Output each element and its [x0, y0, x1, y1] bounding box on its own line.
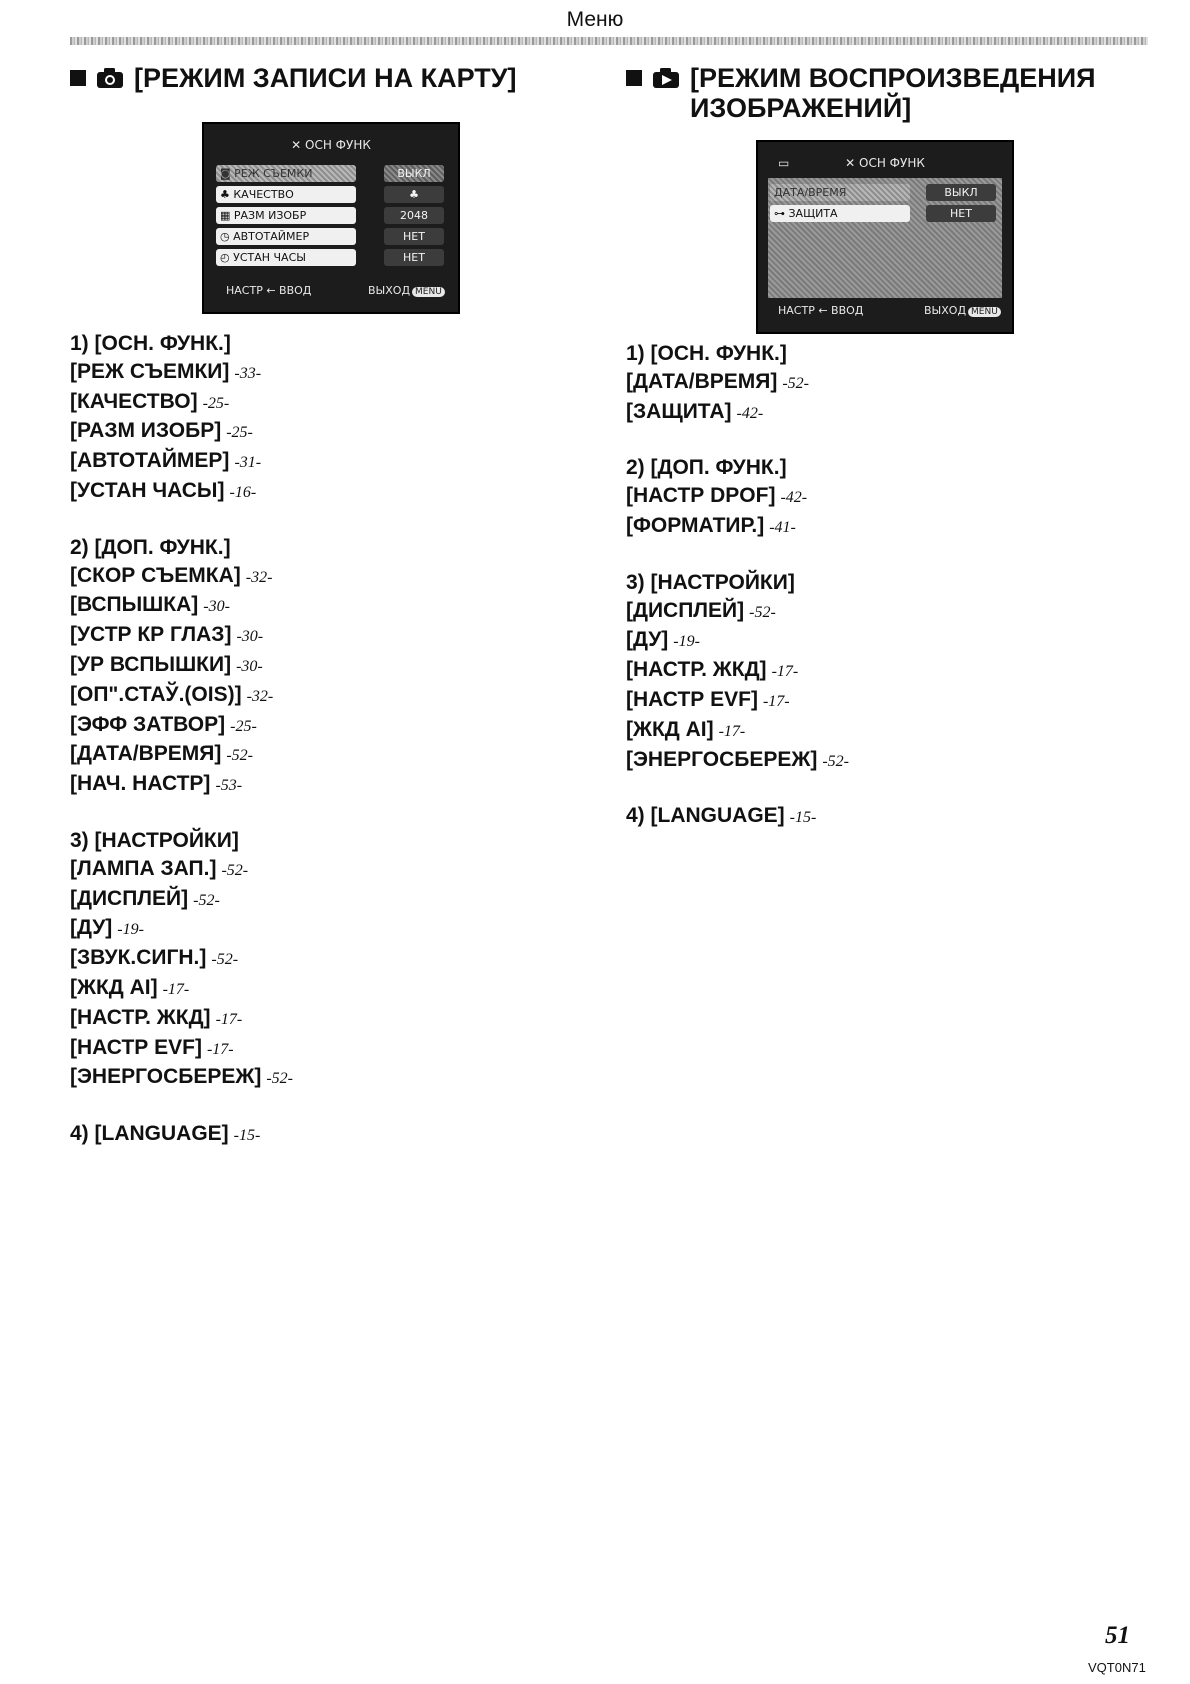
screen-title-text: ОСН ФУНК [859, 156, 925, 170]
wrench-icon: ✕ [291, 138, 302, 152]
page-ref: -19- [673, 633, 700, 651]
right-menu-list [626, 340, 849, 859]
menu-item: [ВСПЫШКА] -30- [70, 593, 230, 617]
menu-item: [ДИСПЛЕЙ] -52- [70, 886, 220, 910]
menu-item: [НАСТР EVF] -17- [70, 1035, 234, 1059]
menu-item: [НАЧ. НАСТР] -53- [70, 772, 243, 796]
page-ref: -52- [822, 752, 849, 770]
page-ref: -19- [117, 921, 144, 939]
self-timer-icon: ◷ [220, 230, 234, 243]
menu-item: [ЭНЕРГОСБЕРЕЖ] -52- [626, 747, 849, 771]
left-section-heading-text: [РЕЖИМ ЗАПИСИ НА КАРТУ] [134, 63, 517, 93]
menu-group-title: 4) [LANGUAGE] -15- [626, 804, 817, 828]
screen-footer-left: НАСТР ← ВВОД [226, 284, 312, 297]
screen-row [216, 165, 446, 182]
menu-item: [СКОР СЪЕМКА] -32- [70, 563, 273, 587]
menu-group-title: 3) [НАСТРОЙКИ] [70, 828, 239, 852]
page-ref: -17- [215, 1010, 243, 1028]
screen-row [216, 207, 446, 224]
page-ref: -17- [162, 980, 190, 998]
menu-item: [НАСТР. ЖКД] -17- [626, 658, 799, 682]
menu-item: [КАЧЕСТВО] -25- [70, 389, 230, 413]
playback-menu-screen [756, 140, 1014, 334]
right-section-heading [626, 63, 1096, 123]
menu-item: [ДАТА/ВРЕМЯ] -52- [626, 369, 809, 393]
page-ref: -17- [771, 663, 799, 681]
menu-group [626, 802, 849, 832]
screen-footer-left: НАСТР ← ВВОД [778, 304, 864, 317]
menu-item: [АВТОТАЙМЕР] -31- [70, 449, 262, 473]
playback-icon: ▭ [778, 156, 790, 170]
key-icon: ⊶ [774, 207, 789, 220]
page-ref: -33- [234, 364, 262, 382]
screen-row-label: ◙ РЕЖ СЪЕМКИ [216, 165, 356, 182]
page-ref: -52- [221, 861, 249, 879]
menu-item: [НАСТР DPOF] -42- [626, 484, 808, 508]
bullet-square-icon [70, 70, 86, 86]
menu-item: [РАЗМ ИЗОБР] -25- [70, 419, 253, 443]
page-number: 51 [1105, 1622, 1130, 1649]
rec-menu-screen [202, 122, 460, 314]
screen-title-text: ОСН ФУНК [305, 138, 371, 152]
screen-row-value: НЕТ [384, 228, 444, 245]
menu-group-title: 1) [ОСН. ФУНК.] [70, 332, 231, 355]
page-ref: -25- [226, 424, 253, 442]
menu-group-title: 1) [ОСН. ФУНК.] [626, 342, 787, 365]
quality-icon: ♣ [220, 188, 234, 201]
screen-footer-right: ВЫХОД MENU [368, 284, 445, 297]
page-ref: -17- [762, 692, 790, 710]
page-ref: -42- [736, 404, 764, 422]
left-section-heading [70, 63, 517, 93]
menu-item: [ЗВУК.СИГН.] -52- [70, 946, 239, 970]
page-ref: -52- [211, 951, 239, 969]
screen-row-label: ▦ РАЗМ ИЗОБР [216, 207, 356, 224]
menu-group-title: 3) [НАСТРОЙКИ] [626, 570, 795, 594]
rec-mode-icon: ◙ [220, 167, 235, 180]
left-menu-list [70, 330, 293, 1177]
page-ref: -30- [203, 598, 230, 616]
menu-group [70, 827, 293, 1093]
menu-group-title: 2) [ДОП. ФУНК.] [626, 456, 787, 480]
menu-item: [УР ВСПЫШКИ] -30- [70, 652, 263, 676]
page-ref: -52- [782, 374, 809, 392]
screen-title [204, 138, 458, 152]
menu-group [626, 340, 849, 427]
menu-item: [НАСТР. ЖКД] -17- [70, 1005, 243, 1029]
menu-item: [УСТР КР ГЛАЗ] -30- [70, 623, 264, 647]
menu-item: [ЭФФ ЗАТВОР] -25- [70, 712, 257, 736]
header-rule [70, 37, 1148, 45]
menu-item: [ЭНЕРГОСБЕРЕЖ] -52- [70, 1065, 293, 1089]
screen-row-value: ВЫКЛ [926, 184, 996, 201]
page-ref: -16- [229, 483, 257, 501]
screen-row [770, 205, 1000, 222]
clock-icon: ◴ [220, 251, 234, 264]
menu-item: [ДУ] -19- [626, 628, 700, 652]
screen-row-label: ◴ УСТАН ЧАСЫ [216, 249, 356, 266]
page-ref: -31- [234, 454, 262, 472]
screen-row-label: ♣ КАЧЕСТВО [216, 186, 356, 203]
menu-group-title: 4) [LANGUAGE] -15- [70, 1122, 261, 1146]
page-ref: -17- [206, 1040, 234, 1058]
menu-group [70, 330, 293, 507]
page-ref: -30- [236, 628, 264, 646]
menu-item: [ЖКД AI] -17- [626, 717, 746, 741]
camera-icon [96, 67, 124, 89]
screen-row-value: НЕТ [926, 205, 996, 222]
page-ref: -42- [780, 489, 808, 507]
menu-item: [РЕЖ СЪЕМКИ] -33- [70, 359, 262, 383]
document-code: VQT0N71 [1088, 1660, 1146, 1675]
page-ref: -52- [193, 891, 220, 909]
page-ref: -32- [246, 687, 274, 705]
page-ref: -53- [215, 777, 243, 795]
picture-size-icon: ▦ [220, 209, 234, 222]
menu-item: [ОП".СТАЎ.(OIS)] -32- [70, 682, 274, 706]
quality-fine-icon: ♣ [409, 188, 419, 201]
menu-group [70, 534, 293, 800]
screen-row-value: НЕТ [384, 249, 444, 266]
screen-row [770, 184, 1000, 201]
page-ref: -41- [769, 518, 796, 536]
screen-row-value: ВЫКЛ [384, 165, 444, 182]
screen-title [758, 156, 1012, 170]
bullet-square-icon [626, 70, 642, 86]
menu-item: [ДУ] -19- [70, 916, 144, 940]
page-ref: -52- [749, 603, 776, 621]
page-ref: -25- [230, 717, 257, 735]
menu-group [70, 1120, 293, 1150]
page-ref: -52- [266, 1070, 293, 1088]
page-ref: -25- [202, 394, 230, 412]
page-ref: -32- [245, 568, 273, 586]
menu-item: [ДИСПЛЕЙ] -52- [626, 598, 776, 622]
menu-item: [УСТАН ЧАСЫ] -16- [70, 478, 257, 502]
screen-row [216, 186, 446, 203]
menu-item: [ЗАЩИТА] -42- [626, 399, 764, 423]
menu-item: [ФОРМАТИР.] -41- [626, 513, 796, 537]
screen-row [216, 249, 446, 266]
menu-item: [ДАТА/ВРЕМЯ] -52- [70, 742, 253, 766]
page-ref: -15- [233, 1127, 261, 1145]
menu-item: [ЛАМПА ЗАП.] -52- [70, 856, 249, 880]
page-header-title: Меню [566, 8, 624, 31]
menu-item: [НАСТР EVF] -17- [626, 687, 790, 711]
menu-button-icon: MENU [412, 287, 445, 297]
screen-row-value: 2048 [384, 207, 444, 224]
menu-button-icon: MENU [968, 307, 1001, 317]
page-ref: -17- [718, 722, 746, 740]
screen-row-label: ⊶ ЗАЩИТА [770, 205, 910, 222]
page-ref: -30- [236, 657, 263, 675]
right-section-heading-text: [РЕЖИМ ВОСПРОИЗВЕДЕНИЯ ИЗОБРАЖЕНИЙ] [690, 63, 1096, 123]
menu-group [626, 569, 849, 776]
page-ref: -15- [789, 809, 817, 827]
menu-group-title: 2) [ДОП. ФУНК.] [70, 535, 231, 559]
screen-row-label: ДАТА/ВРЕМЯ [770, 184, 910, 201]
screen-footer-right: ВЫХОД MENU [924, 304, 1001, 317]
menu-group [626, 454, 849, 541]
screen-row [216, 228, 446, 245]
screen-row-label: ◷ АВТОТАЙМЕР [216, 228, 356, 245]
wrench-icon: ✕ [845, 156, 856, 170]
screen-row-value [384, 186, 444, 203]
menu-item: [ЖКД AI] -17- [70, 975, 190, 999]
page-ref: -52- [226, 747, 253, 765]
